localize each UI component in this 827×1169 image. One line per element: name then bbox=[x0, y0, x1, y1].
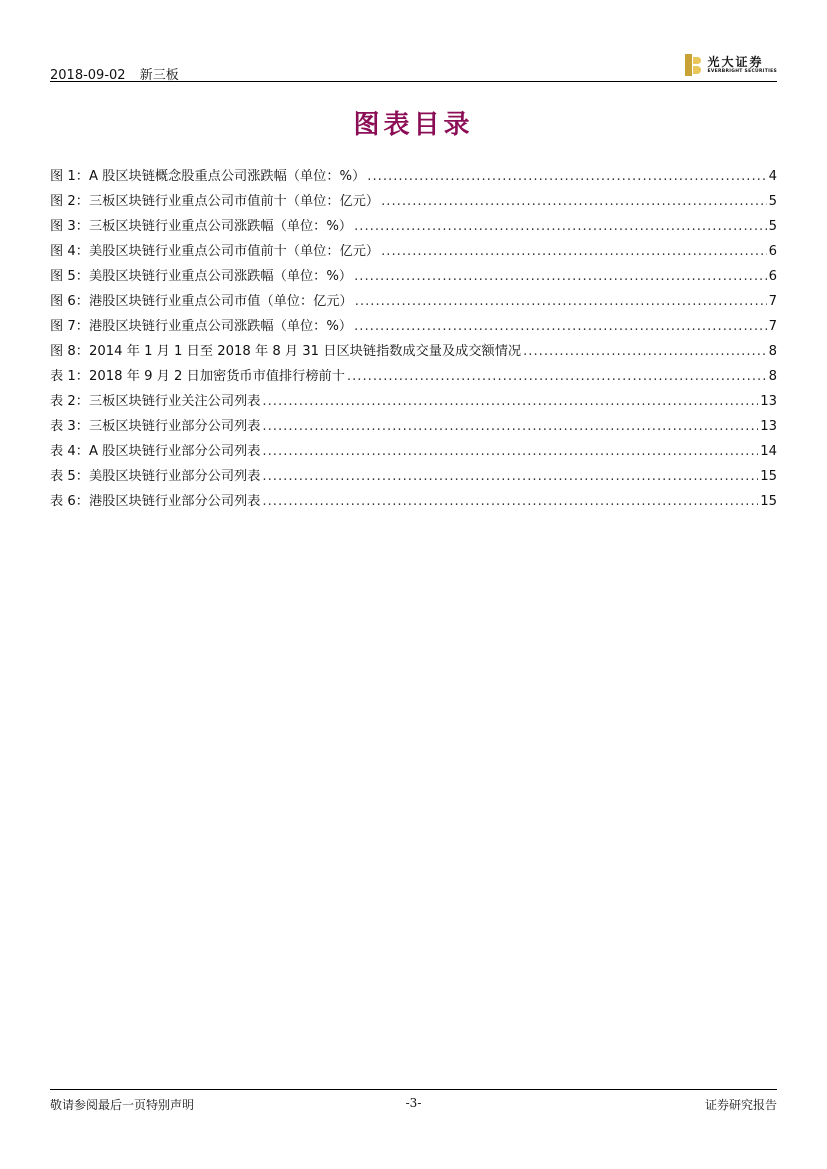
toc-entry[interactable] bbox=[50, 414, 777, 439]
toc-entry[interactable] bbox=[50, 314, 777, 339]
toc-leader bbox=[354, 314, 767, 339]
toc-leader bbox=[367, 164, 766, 189]
toc-entry[interactable] bbox=[50, 289, 777, 314]
toc-entry-label: 图 2：三板区块链行业重点公司市值前十（单位：亿元） bbox=[50, 194, 380, 209]
toc-entry-label: 图 7：港股区块链行业重点公司涨跌幅（单位：%） bbox=[50, 319, 353, 334]
toc-entry[interactable] bbox=[50, 214, 777, 239]
toc-entry-page: 7 bbox=[768, 319, 777, 334]
footer-page-number: -3- bbox=[405, 1096, 422, 1110]
toc-entry-page: 14 bbox=[760, 444, 777, 459]
toc-entry-label: 表 3：三板区块链行业部分公司列表 bbox=[50, 419, 261, 434]
header-section: 新三板 bbox=[139, 68, 179, 83]
toc-leader bbox=[381, 239, 767, 264]
toc-list bbox=[50, 164, 777, 514]
logo-mark-icon bbox=[685, 54, 701, 76]
toc-entry-page: 8 bbox=[768, 369, 777, 384]
toc-entry-page: 4 bbox=[768, 169, 777, 184]
toc-leader bbox=[355, 289, 767, 314]
toc-entry[interactable] bbox=[50, 464, 777, 489]
page-footer bbox=[50, 1096, 777, 1112]
toc-entry-page: 15 bbox=[760, 469, 777, 484]
toc-entry-label: 表 5：美股区块链行业部分公司列表 bbox=[50, 469, 261, 484]
toc-leader bbox=[354, 264, 767, 289]
logo-en-text: EVERBRIGHT SECURITIES bbox=[707, 68, 777, 74]
toc-entry[interactable] bbox=[50, 489, 777, 514]
toc-leader bbox=[381, 189, 767, 214]
toc-leader bbox=[262, 389, 758, 414]
toc-entry[interactable] bbox=[50, 364, 777, 389]
page-title: 图表目录 bbox=[353, 110, 474, 140]
header-date: 2018-09-02 bbox=[50, 68, 126, 83]
toc-entry-page: 6 bbox=[768, 244, 777, 259]
toc-leader bbox=[347, 364, 767, 389]
toc-entry[interactable] bbox=[50, 439, 777, 464]
toc-entry-label: 图 8：2014 年 1 月 1 日至 2018 年 8 月 31 日区块链指数成交量及成交额情况 bbox=[50, 344, 522, 359]
toc-entry[interactable] bbox=[50, 264, 777, 289]
toc-leader bbox=[354, 214, 767, 239]
toc-entry-page: 13 bbox=[760, 419, 777, 434]
toc-entry-page: 8 bbox=[768, 344, 777, 359]
toc-leader bbox=[262, 439, 758, 464]
page-header bbox=[50, 52, 777, 82]
toc-leader bbox=[262, 464, 758, 489]
footer-disclaimer: 敬请参阅最后一页特别声明 bbox=[50, 1098, 195, 1112]
toc-entry-page: 7 bbox=[768, 294, 777, 309]
toc-entry-label: 表 4：A 股区块链行业部分公司列表 bbox=[50, 444, 261, 459]
toc-entry-page: 13 bbox=[760, 394, 777, 409]
toc-entry-label: 图 5：美股区块链行业重点公司涨跌幅（单位：%） bbox=[50, 269, 353, 284]
toc-entry-label: 图 1：A 股区块链概念股重点公司涨跌幅（单位：%） bbox=[50, 169, 366, 184]
toc-entry[interactable] bbox=[50, 339, 777, 364]
toc-entry[interactable] bbox=[50, 189, 777, 214]
toc-entry[interactable] bbox=[50, 164, 777, 189]
footer-report-type: 证券研究报告 bbox=[704, 1098, 777, 1112]
toc-entry-page: 6 bbox=[768, 269, 777, 284]
everbright-logo bbox=[685, 52, 777, 78]
footer-divider bbox=[50, 1089, 777, 1090]
toc-entry-page: 15 bbox=[760, 494, 777, 509]
toc-entry[interactable] bbox=[50, 389, 777, 414]
toc-leader bbox=[523, 339, 767, 364]
header-divider bbox=[50, 81, 777, 82]
toc-entry-label: 图 6：港股区块链行业重点公司市值（单位：亿元） bbox=[50, 294, 353, 309]
toc-entry-label: 图 3：三板区块链行业重点公司涨跌幅（单位：%） bbox=[50, 219, 353, 234]
toc-entry-page: 5 bbox=[768, 194, 777, 209]
toc-leader bbox=[262, 414, 758, 439]
toc-entry-label: 表 1：2018 年 9 月 2 日加密货币市值排行榜前十 bbox=[50, 369, 345, 384]
toc-entry-label: 表 6：港股区块链行业部分公司列表 bbox=[50, 494, 261, 509]
toc-entry-page: 5 bbox=[768, 219, 777, 234]
toc-entry-label: 图 4：美股区块链行业重点公司市值前十（单位：亿元） bbox=[50, 244, 380, 259]
logo-cn-text: 光大证券 bbox=[707, 54, 764, 69]
toc-leader bbox=[262, 489, 758, 514]
toc-entry-label: 表 2：三板区块链行业关注公司列表 bbox=[50, 394, 261, 409]
toc-entry[interactable] bbox=[50, 239, 777, 264]
